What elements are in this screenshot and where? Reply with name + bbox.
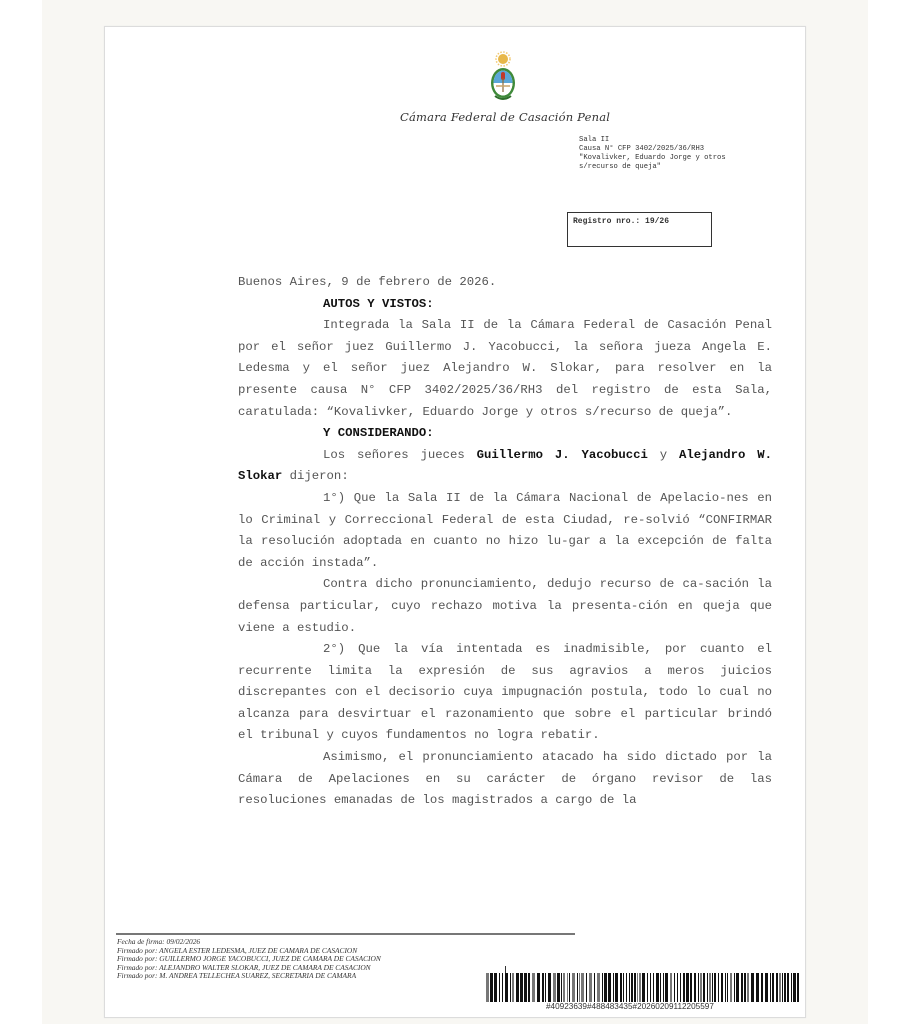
barcode-bar (686, 973, 689, 1002)
barcode-number: #40923639#488483435#20260209112205597 (546, 1002, 714, 1011)
signature-date: Fecha de firma: 09/02/2026 (117, 937, 201, 946)
barcode-bar (653, 973, 654, 1002)
barcode-bar (586, 973, 587, 1002)
barcode-bar (727, 973, 728, 1002)
barcode-bar (532, 973, 535, 1002)
barcode-bar (520, 973, 523, 1002)
barcode-bar (725, 973, 726, 1002)
barcode-bar (639, 973, 641, 1002)
signer-slokar: Firmado por: ALEJANDRO WALTER SLOKAR, JUEZ DE CAMARA DE CASACION (117, 962, 371, 972)
registro-number: Registro nro.: 19/26 (573, 217, 670, 226)
barcode-bar (642, 973, 645, 1002)
barcode-bar (572, 973, 575, 1002)
barcode-bar (694, 973, 696, 1002)
barcode-bar (718, 973, 719, 1002)
barcode-bar (650, 973, 651, 1002)
barcode-bar (567, 973, 568, 1002)
paragraph-jueces (238, 445, 772, 488)
signer-tellechea: Firmado por: M. ANDREA TELLECHEA SUAREZ, SECRETARIA DE CAMARA (117, 971, 357, 981)
barcode-bar (787, 973, 789, 1002)
barcode-bar (782, 973, 783, 1002)
barcode-bar (604, 973, 607, 1002)
barcode-bar (698, 973, 699, 1002)
case-caption-line1: "Kovalivker, Eduardo Jorge y otros (579, 154, 726, 162)
barcode-bar (577, 973, 578, 1002)
barcode-bar (761, 973, 763, 1002)
case-number: Causa N° CFP 3402/2025/36/RH3 (579, 145, 705, 153)
heading-y-considerando: Y CONSIDERANDO: (323, 426, 434, 441)
paragraph-contra: Contra dicho pronunciamiento, dedujo recurso de ca-sación la defensa particular, cuyo rechazo motiva la presenta-ción en queja que viene a estudio. (238, 577, 772, 635)
barcode-bar (490, 973, 493, 1002)
barcode-bar (741, 973, 743, 1002)
barcode-bar (770, 973, 771, 1002)
signer-yacobucci: Firmado por: GUILLERMO JORGE YACOBUCCI, JUEZ DE CAMARA DE CASACION (117, 954, 381, 964)
barcode-bar (626, 973, 627, 1002)
barcode-bar (665, 973, 668, 1002)
barcode-bar (594, 973, 595, 1002)
barcode-bar (505, 973, 508, 1002)
barcode-bar (537, 973, 540, 1002)
case-sala: Sala II (579, 136, 610, 144)
barcode-bar (793, 973, 796, 1002)
barcode (486, 973, 800, 1002)
argentina-coat-of-arms-icon (489, 50, 517, 106)
barcode-bar (634, 973, 636, 1002)
barcode-bar (747, 973, 749, 1002)
barcode-bar (608, 973, 611, 1002)
heading-autos-y-vistos: AUTOS Y VISTOS: (323, 296, 434, 311)
barcode-bar (714, 973, 716, 1002)
judge-name-yacobucci: Guillermo J. Yacobucci (476, 447, 648, 462)
barcode-bar (677, 973, 678, 1002)
barcode-bar (615, 973, 618, 1002)
barcode-bar (597, 973, 600, 1002)
barcode-bar (581, 973, 584, 1002)
barcode-bar (660, 973, 661, 1002)
barcode-bar (545, 973, 546, 1002)
paragraph-segundo: 2°) Que la vía intentada es inadmisible, por cuanto el recurrente limita la expresión de sus agravios a meros juicios discrepantes con el decisorio cuya impugnación postula, todo lo cual no alcanza para desvirtuar el razonamiento que sobre el particular brindó el tribunal y cuyos fundamentos no logra rebatir. (238, 642, 772, 743)
court-name: Cámara Federal de Casación Penal (400, 110, 611, 124)
barcode-bar (499, 973, 500, 1002)
barcode-bar (730, 973, 732, 1002)
barcode-bar (734, 973, 735, 1002)
barcode-bar (656, 973, 659, 1002)
barcode-bar (561, 973, 562, 1002)
barcode-bar (797, 973, 799, 1002)
barcode-bar (776, 973, 778, 1002)
barcode-bar (563, 973, 565, 1002)
barcode-bar (579, 973, 580, 1002)
barcode-bar (680, 973, 681, 1002)
paragraph-integrada: Integrada la Sala II de la Cámara Federal de Casación Penal por el señor juez Guillermo J. Yacobucci, la señora jueza Angela E. Ledesma y el señor juez Alejandro W. Slokar, para resolver en la presente causa N° CFP 3402/2025/36/RH3 del registro de esta Sala, caratulada: “Kovalivker, Eduardo Jorge y otros s/recurso de queja”. (238, 318, 772, 419)
sun-icon (496, 52, 510, 66)
jueces-connector: y (647, 447, 679, 462)
barcode-bar (663, 973, 664, 1002)
barcode-bar (569, 973, 570, 1002)
barcode-bar (772, 973, 774, 1002)
barcode-bar (683, 973, 685, 1002)
barcode-bar (674, 973, 675, 1002)
judge-name-slokar: Alejandro W. Slokar (238, 447, 772, 484)
case-header (579, 136, 726, 172)
barcode-bar (703, 973, 705, 1002)
barcode-bar (784, 973, 786, 1002)
barcode-bar (494, 973, 497, 1002)
barcode-bar (502, 973, 503, 1002)
barcode-bar (524, 973, 527, 1002)
paragraph-primero: 1°) Que la Sala II de la Cámara Nacional de Apelacio-nes en lo Criminal y Correccional Federal de esta Ciudad, re-solvió “CONFIRMAR la resolución adoptada en cuanto no hizo lu-gar a la excepción de falta de acción instada”. (238, 490, 772, 570)
barcode-bar (623, 973, 624, 1002)
barcode-bar (553, 973, 556, 1002)
signer-ledesma: Firmado por: ANGELA ESTER LEDESMA, JUEZ DE CAMARA DE CASACION (117, 945, 358, 955)
barcode-bar (548, 973, 551, 1002)
barcode-bar (690, 973, 692, 1002)
barcode-bar (589, 973, 592, 1002)
barcode-bar (629, 973, 630, 1002)
barcode-bar (700, 973, 702, 1002)
barcode-bar (756, 973, 759, 1002)
document-body (238, 272, 772, 812)
barcode-bar (751, 973, 754, 1002)
barcode-bar (647, 973, 648, 1002)
barcode-bar (736, 973, 739, 1002)
barcode-bar (602, 973, 603, 1002)
barcode-bar (721, 973, 723, 1002)
barcode-bar (528, 973, 530, 1002)
barcode-bar (510, 973, 511, 1002)
barcode-bar (620, 973, 622, 1002)
registro-box (567, 212, 712, 247)
barcode-bar (765, 973, 768, 1002)
barcode-bar (542, 973, 544, 1002)
barcode-bar (512, 973, 514, 1002)
barcode-bar (486, 973, 489, 1002)
barcode-bar (637, 973, 638, 1002)
signature-divider (116, 933, 575, 935)
signature-block (117, 938, 381, 981)
barcode-bar (744, 973, 746, 1002)
barcode-bar (613, 973, 614, 1002)
barcode-bar (712, 973, 713, 1002)
jueces-suffix: dijeron: (282, 469, 349, 484)
barcode-bar (670, 973, 672, 1002)
jueces-prefix: Los señores jueces (323, 447, 477, 462)
barcode-bar (791, 973, 792, 1002)
case-caption-line2: s/recurso de queja" (579, 163, 661, 171)
barcode-bar (516, 973, 519, 1002)
date-line: Buenos Aires, 9 de febrero de 2026. (238, 275, 497, 289)
paragraph-asimismo: Asimismo, el pronunciamiento atacado ha sido dictado por la Cámara de Apelaciones en su carácter de órgano revisor de las resoluciones emanadas de los magistrados a cargo de la (238, 750, 772, 808)
barcode-bar (557, 973, 560, 1002)
barcode-bar (707, 973, 708, 1002)
barcode-bar (709, 973, 711, 1002)
barcode-bar (779, 973, 781, 1002)
barcode-bar (631, 973, 633, 1002)
